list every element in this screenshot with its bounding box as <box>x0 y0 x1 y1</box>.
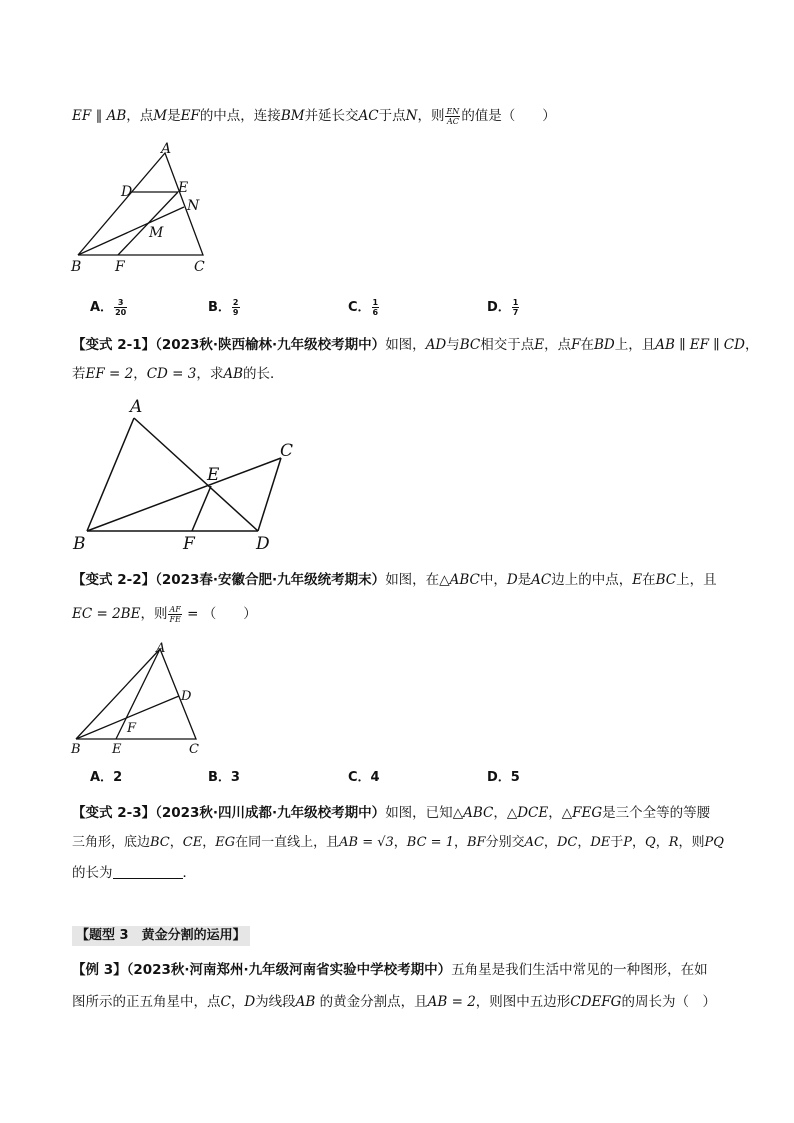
q5-l2-t11: 的周长为（ ） <box>621 994 716 1010</box>
q1-fraction <box>445 107 460 126</box>
q1-label-c: C <box>194 259 205 275</box>
q5-l2-ab2: AB = 2 <box>427 994 476 1010</box>
q2-source: （2023秋·陕西榆林·九年级校考期中） <box>155 337 386 353</box>
q2-l1-t13: ， <box>744 337 759 353</box>
q3-l1-d: D <box>506 572 518 588</box>
q4-l2-t7: 在同一直线上，且 <box>235 835 340 850</box>
q1-t15: 的值是（ ） <box>461 108 556 124</box>
q3-option-c-letter: C． <box>348 770 371 785</box>
q1-ac: AC <box>358 108 379 124</box>
q3-l1-bc: BC <box>655 572 677 588</box>
q3-line1 <box>72 570 717 590</box>
q5-l2-t1: 图所示的正五角星中，点 <box>72 994 221 1010</box>
q1-parallel: ∥ <box>91 108 107 124</box>
q4-l2-t11: ， <box>453 835 467 850</box>
q3-segment-ae <box>116 649 160 739</box>
q4-l2-t19: 于 <box>610 835 624 850</box>
q4-l2-t13: 分别交 <box>485 835 525 850</box>
q5-l2-t3: ， <box>230 994 245 1010</box>
q5-l2-t5: 为线段 <box>255 994 296 1010</box>
q3-option-c-value: 4 <box>370 770 380 785</box>
q4-line3 <box>72 863 196 883</box>
q1-option-d-letter: D． <box>487 300 511 315</box>
q3-fraction <box>168 605 181 624</box>
q1-label-f: F <box>115 259 125 275</box>
q4-l2-q: Q <box>645 835 656 850</box>
q1-option-d-frac <box>512 298 520 317</box>
q2-segment-ef <box>192 486 211 531</box>
q2-label-b: B <box>73 534 86 554</box>
q1-option-c-den: 6 <box>372 308 379 317</box>
q4-l3-t2: ． <box>182 865 196 881</box>
q1-label-e: E <box>178 180 189 196</box>
q3-option-b[interactable] <box>208 768 240 788</box>
q1-label-m: M <box>149 225 164 241</box>
q2-l1-t1: 如图， <box>385 337 426 353</box>
q1-option-a[interactable] <box>90 298 128 318</box>
q3-line2 <box>72 604 257 624</box>
q1-option-a-num: 3 <box>114 298 127 308</box>
q4-l1-feg: △FEG <box>561 805 603 821</box>
q1-option-c-frac <box>372 298 380 317</box>
q1-segment-bn <box>78 207 184 255</box>
q4-l1-t5: ， <box>548 805 562 821</box>
q3-option-d[interactable] <box>487 768 520 788</box>
q2-l1-bd: BD <box>594 337 615 353</box>
q2-l1-parallels: AB ∥ EF ∥ CD <box>655 337 745 353</box>
q3-l1-ac: AC <box>531 572 552 588</box>
q4-l2-t1: 三角形，底边 <box>72 835 151 850</box>
q3-frac-den: FE <box>169 614 181 624</box>
q3-option-d-letter: D． <box>487 770 511 785</box>
q4-l3-t1: 的长为 <box>72 865 113 881</box>
q1-option-c-num: 1 <box>372 298 379 307</box>
q1-m: M <box>153 108 168 124</box>
q1-frac-den: AC <box>446 116 459 126</box>
q2-l2-t1: 若 <box>72 366 86 382</box>
q3-option-a-value: 2 <box>113 770 123 785</box>
q1-text <box>72 106 556 126</box>
q2-l1-t3: 与 <box>446 337 460 353</box>
q1-label-d: D <box>121 184 133 200</box>
q2-segment-ad <box>134 418 258 531</box>
q3-l1-t3: 中， <box>479 572 507 588</box>
q3-l1-abc: △ABC <box>439 572 480 588</box>
q2-l2-ef: EF = 2 <box>85 366 134 382</box>
q5-l2-t7: 的黄金分割点，且 <box>315 994 428 1010</box>
q2-l1-t5: 相交于点 <box>480 337 535 353</box>
q2-l2-t7: 的长． <box>243 366 284 382</box>
q4-l2-t15: ， <box>543 835 557 850</box>
q3-option-b-letter: B． <box>208 770 231 785</box>
q3-figure <box>70 638 210 758</box>
q2-l1-t7: ，点 <box>544 337 572 353</box>
q1-label-n: N <box>187 198 200 214</box>
q1-option-a-letter: A． <box>90 300 114 315</box>
q4-l1-abc: △ABC <box>452 805 494 821</box>
q4-l2-t5: ， <box>202 835 216 850</box>
q2-l1-ad: AD <box>425 337 447 353</box>
q4-answer-blank[interactable] <box>113 878 183 879</box>
q3-label-c: C <box>189 742 199 757</box>
q5-line2 <box>72 992 716 1012</box>
q4-l1-dce: △DCE <box>506 805 549 821</box>
q2-label-e: E <box>207 465 220 485</box>
q1-figure <box>70 138 210 278</box>
q1-option-b-letter: B． <box>208 300 231 315</box>
q3-tag: 【变式 2-2】 <box>72 572 156 588</box>
q1-option-a-frac <box>114 298 127 317</box>
q1-option-b-den: 9 <box>232 308 239 317</box>
q5-l2-ab: AB <box>295 994 316 1010</box>
q1-option-c-letter: C． <box>348 300 371 315</box>
q4-l2-t3: ， <box>169 835 183 850</box>
q1-label-b: B <box>71 259 82 275</box>
q5-l2-d: D <box>244 994 256 1010</box>
q1-t12: 于点 <box>378 108 406 124</box>
section-3-heading: 【题型 3 黄金分割的运用】 <box>72 926 250 946</box>
q3-label-b: B <box>71 742 81 757</box>
q1-option-d-den: 7 <box>512 308 519 317</box>
q1-option-c[interactable] <box>348 298 380 318</box>
q5-line1 <box>72 960 708 980</box>
q2-label-a: A <box>130 397 143 417</box>
q2-l2-t5: ，求 <box>196 366 224 382</box>
q4-l2-ac: AC <box>524 835 544 850</box>
q2-l1-t9: 在 <box>580 337 595 353</box>
q2-l1-f: F <box>571 337 581 353</box>
q3-label-a: A <box>156 641 166 656</box>
q2-line2 <box>72 364 284 384</box>
q5-source: （2023秋·河南郑州·九年级河南省实验中学校考期中） <box>126 962 452 978</box>
q1-option-a-den: 20 <box>115 308 127 317</box>
q2-l2-ab: AB <box>223 366 244 382</box>
q1-n: N <box>405 108 418 124</box>
q4-l2-bc: BC <box>150 835 170 850</box>
q3-option-d-value: 5 <box>510 770 520 785</box>
q4-l2-dc: DC <box>556 835 578 850</box>
q3-label-e: E <box>112 742 122 757</box>
q1-t14: ，则 <box>417 108 445 124</box>
q3-l1-t1: 如图，在 <box>385 572 440 588</box>
q4-l2-de: DE <box>590 835 611 850</box>
q5-l2-c: C <box>220 994 231 1010</box>
q3-option-a[interactable] <box>90 768 122 788</box>
q2-l1-e: E <box>534 337 545 353</box>
q3-option-c[interactable] <box>348 768 380 788</box>
q1-t6: 是 <box>167 108 181 124</box>
q4-l2-t25: ，则 <box>678 835 705 850</box>
q4-l1-t1: 如图，已知 <box>385 805 453 821</box>
q2-l2-cd: CD = 3 <box>146 366 197 382</box>
q1-t10: 并延长交 <box>304 108 359 124</box>
q3-l1-t11: 上，且 <box>676 572 717 588</box>
q2-l1-bc: BC <box>459 337 481 353</box>
q3-source: （2023春·安徽合肥·九年级统考期末） <box>155 572 386 588</box>
q2-tag: 【变式 2-1】 <box>72 337 156 353</box>
q3-l2-t3: = （ ） <box>182 606 257 622</box>
q1-bm: BM <box>280 108 305 124</box>
q4-l2-r: R <box>668 835 679 850</box>
q5-l1-t1: 五角星是我们生活中常见的一种图形，在如 <box>451 962 708 978</box>
q5-l2-t9: ，则图中五边形 <box>475 994 571 1010</box>
q4-l2-ab: AB = √3 <box>339 835 394 850</box>
q1-option-b-num: 2 <box>232 298 239 307</box>
q4-l2-pq: PQ <box>704 835 724 850</box>
q4-l2-bc1: BC = 1 <box>406 835 454 850</box>
q3-option-b-value: 3 <box>230 770 240 785</box>
q2-label-c: C <box>280 441 294 461</box>
q2-segment-cd <box>258 458 281 531</box>
q3-l1-t7: 边上的中点， <box>551 572 633 588</box>
q1-option-d[interactable] <box>487 298 520 318</box>
q1-option-d-num: 1 <box>512 298 519 307</box>
q3-l2-ec: EC = 2BE <box>72 606 141 622</box>
q2-segment-bc <box>87 458 281 531</box>
q1-ab: AB <box>106 108 127 124</box>
q3-option-a-letter: A． <box>90 770 114 785</box>
q3-l1-t9: 在 <box>642 572 656 588</box>
q2-l1-t11: 上，且 <box>614 337 656 353</box>
q3-label-d: D <box>181 689 192 704</box>
q1-t8: 的中点，连接 <box>199 108 281 124</box>
q4-l1-t7: 是三个全等的等腰 <box>602 805 711 821</box>
q4-l2-t23: ， <box>655 835 669 850</box>
q4-l2-p: P <box>623 835 633 850</box>
q1-label-a: A <box>161 141 172 157</box>
q1-option-b[interactable] <box>208 298 241 318</box>
q3-l2-t2: ，则 <box>140 606 168 622</box>
q4-l2-t17: ， <box>577 835 591 850</box>
q4-l2-eg: EG <box>215 835 236 850</box>
q1-frac-num: EN <box>446 106 460 116</box>
q3-l1-e: E <box>632 572 643 588</box>
q2-label-f: F <box>183 534 195 554</box>
q4-l2-t9: ， <box>393 835 407 850</box>
q5-tag: 【例 3】 <box>72 962 127 978</box>
q1-ef: EF <box>72 108 92 124</box>
q4-line1 <box>72 803 710 823</box>
q4-l1-t3: ， <box>493 805 507 821</box>
q4-source: （2023秋·四川成都·九年级校考期中） <box>155 805 386 821</box>
q1-t4: ，点 <box>126 108 154 124</box>
q4-tag: 【变式 2-3】 <box>72 805 156 821</box>
q2-figure <box>70 396 310 556</box>
q4-line2 <box>72 833 724 853</box>
q2-segment-ba <box>87 418 134 531</box>
q2-l2-t3: ， <box>133 366 147 382</box>
q2-label-d: D <box>256 534 270 554</box>
q1-ef2: EF <box>180 108 200 124</box>
q1-option-b-frac <box>232 298 240 317</box>
q1-triangle-abc <box>78 153 203 255</box>
q3-l1-t5: 是 <box>517 572 532 588</box>
q4-l2-t21: ， <box>632 835 646 850</box>
q3-frac-num: AF <box>169 604 181 614</box>
q2-line1 <box>72 335 758 355</box>
q3-label-f: F <box>127 721 137 736</box>
q5-l2-cdefg: CDEFG <box>570 994 622 1010</box>
q4-l2-bf: BF <box>466 835 486 850</box>
q4-l2-ce: CE <box>182 835 203 850</box>
